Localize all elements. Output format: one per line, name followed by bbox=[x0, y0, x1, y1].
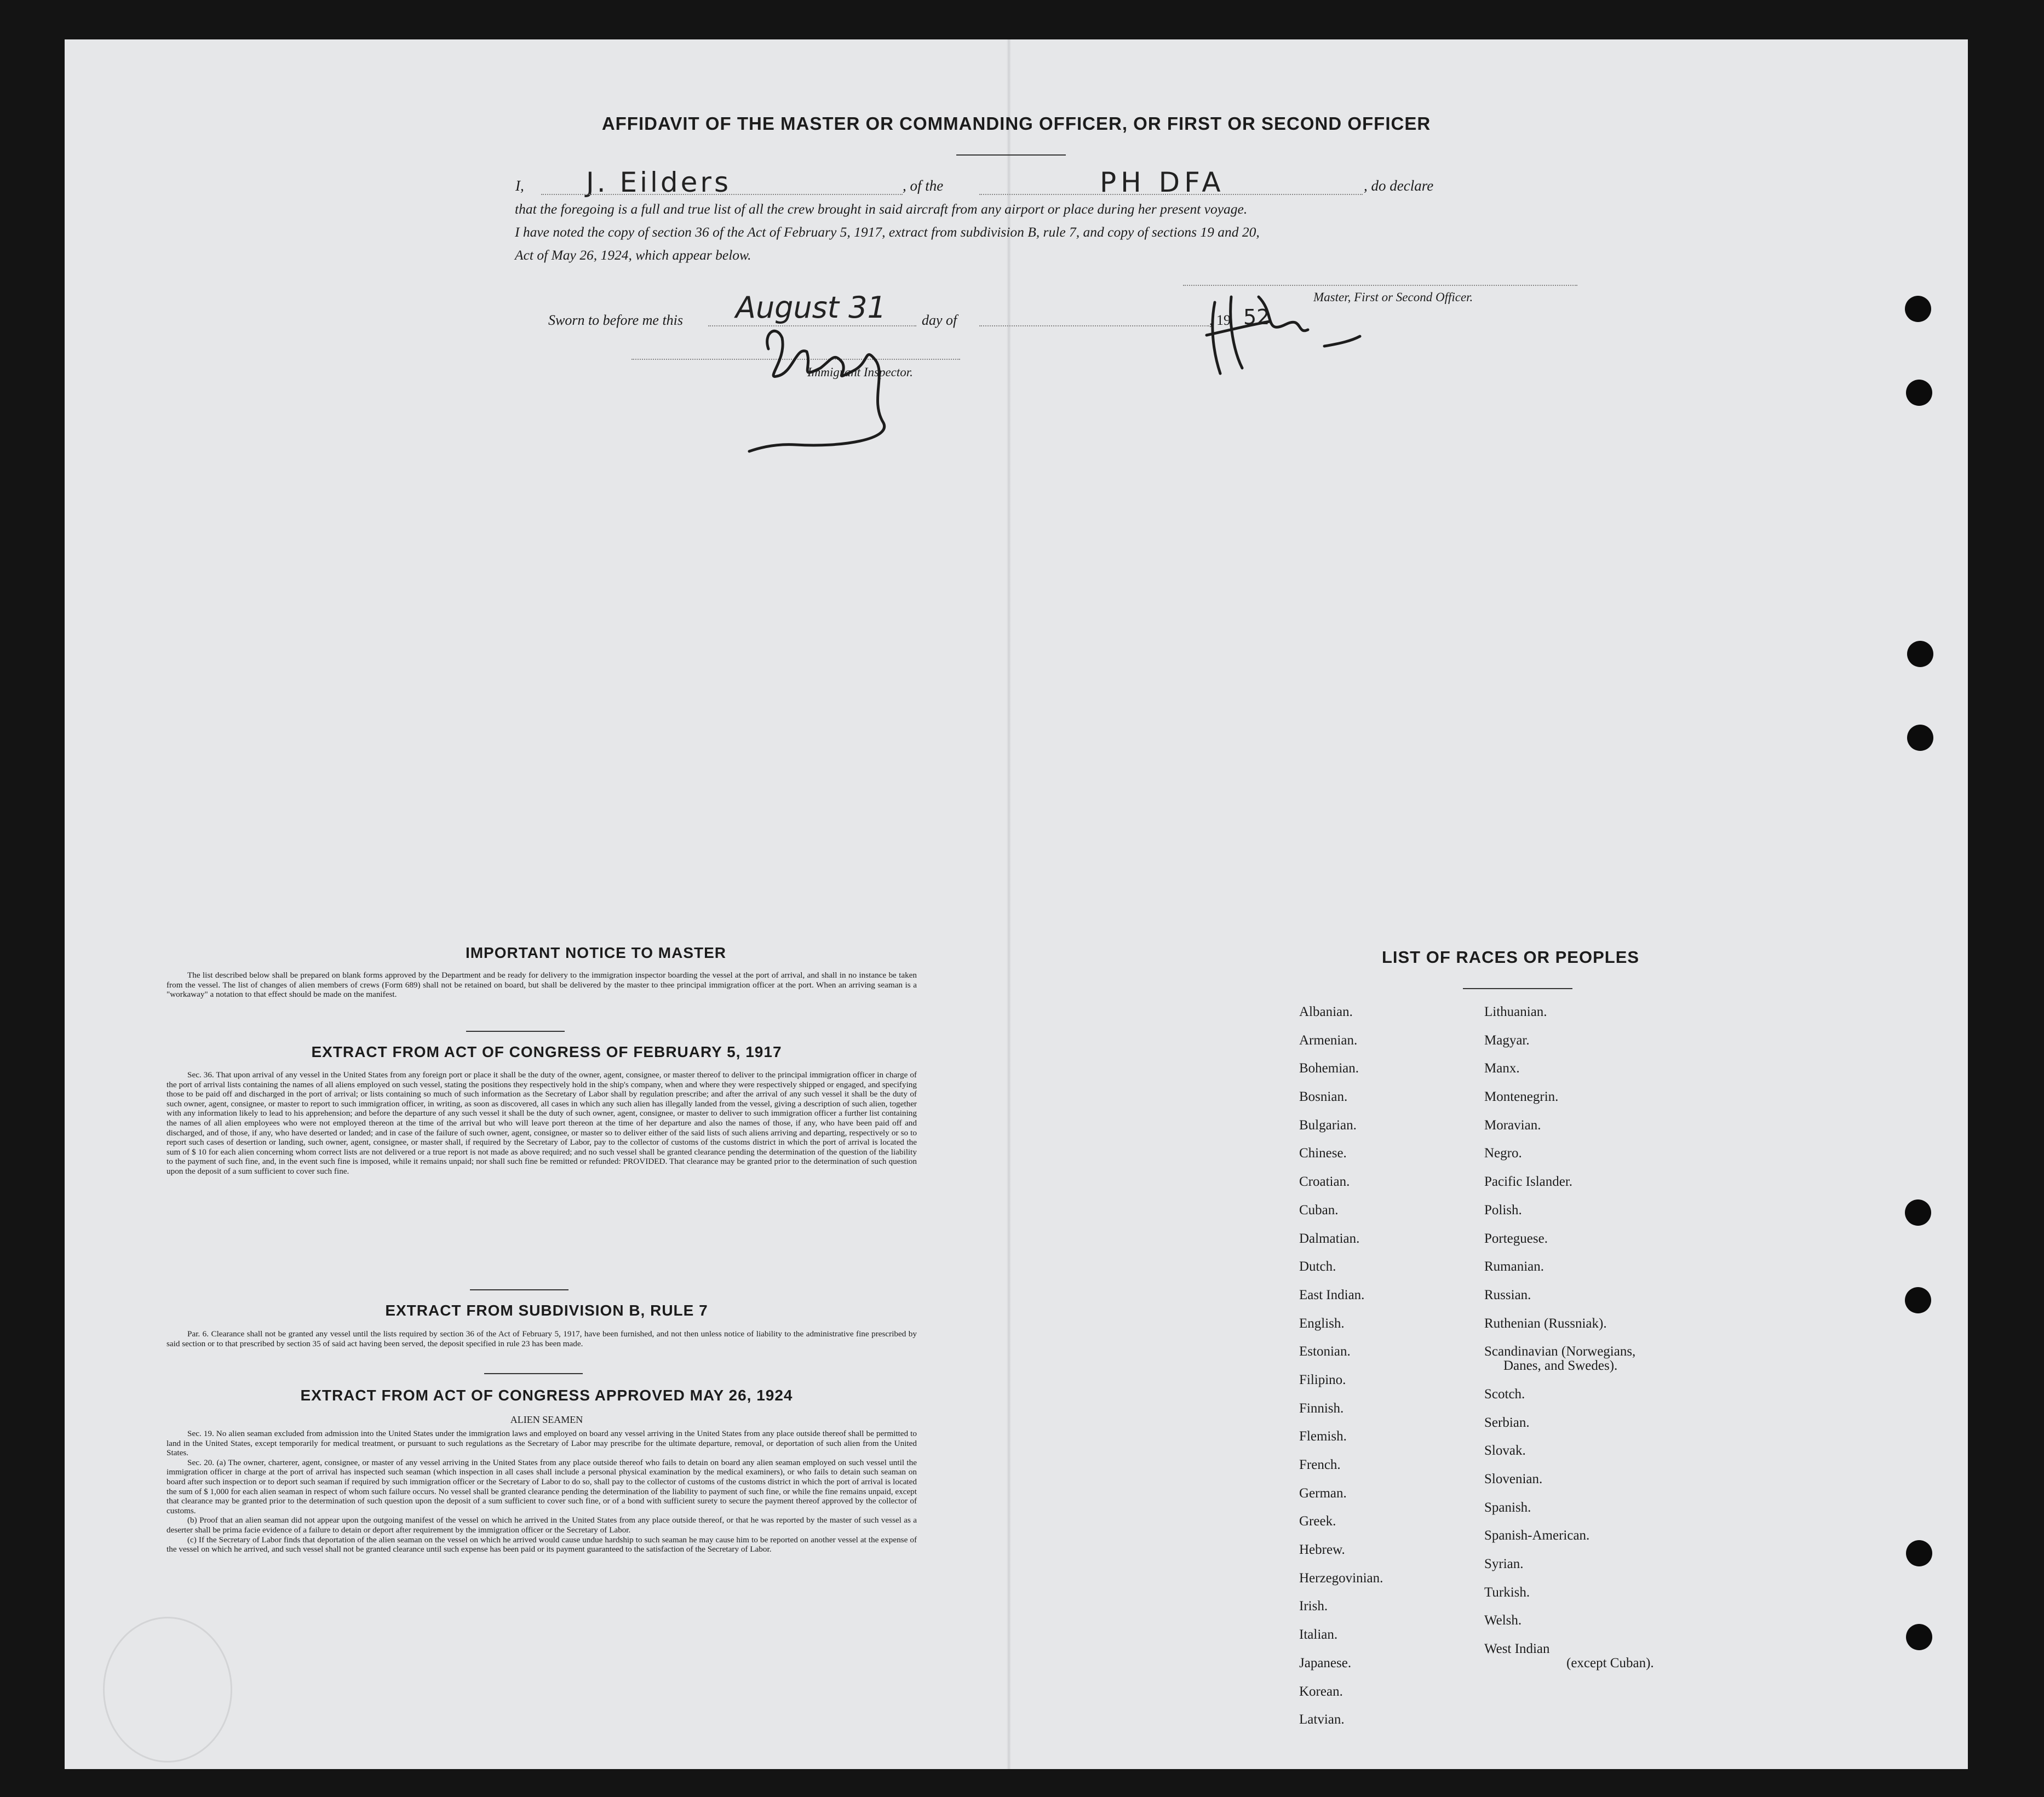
extract-rule7-text bbox=[166, 1329, 917, 1348]
punch-hole bbox=[1906, 380, 1932, 406]
punch-hole bbox=[1907, 725, 1933, 751]
handwritten-date: August 31 bbox=[736, 290, 886, 325]
handwritten-aircraft: PH DFA bbox=[1100, 167, 1225, 198]
i-label: I, bbox=[515, 177, 524, 194]
master-signature bbox=[1207, 297, 1360, 374]
race-item: Cuban. bbox=[1299, 1202, 1339, 1218]
extract-rule7-rule bbox=[484, 1373, 583, 1374]
par6-paragraph: Par. 6. Clearance shall not be granted any vessel until the lists required by section 36 of the Act of February 5, 1917, have been furnished, and not then unless notice of liability to the administrative fine prescribed by said section or to that prescribed by section 35 of said act having been served, the deposit specified in rule 23 has been made. bbox=[166, 1329, 917, 1348]
inspector-label: Immigrant Inspector. bbox=[807, 365, 913, 379]
punch-hole bbox=[1907, 641, 1933, 667]
punch-hole bbox=[1905, 1199, 1931, 1226]
extract-1917-text bbox=[166, 1070, 917, 1176]
race-item: Herzegovinian. bbox=[1299, 1570, 1383, 1586]
race-item: French. bbox=[1299, 1457, 1341, 1472]
sec20c-paragraph: (c) If the Secretary of Labor finds that deportation of the alien seaman on the vessel on which he arrived would cause undue hardship to such seaman he may cause him to be reported on another vessel at the expense of the vessel on which he arrived, and such vessel shall not be granted clearance until such expense has been paid or its payment guaranteed to the satisfaction of the Secretary of Labor. bbox=[166, 1535, 917, 1554]
race-item: Flemish. bbox=[1299, 1429, 1347, 1444]
punch-hole bbox=[1905, 1287, 1931, 1313]
races-right-column bbox=[1484, 1004, 1736, 1684]
race-item: Russian. bbox=[1484, 1287, 1531, 1302]
race-item: Bulgarian. bbox=[1299, 1117, 1357, 1133]
race-item: Scotch. bbox=[1484, 1386, 1525, 1402]
race-item-continued: Danes, and Swedes). bbox=[1503, 1358, 1618, 1374]
race-item: Japanese. bbox=[1299, 1655, 1352, 1670]
race-item: Irish. bbox=[1299, 1599, 1328, 1614]
race-item: Greek. bbox=[1299, 1514, 1336, 1529]
race-item: Spanish. bbox=[1484, 1500, 1531, 1515]
race-item-continued: (except Cuban). bbox=[1566, 1656, 1654, 1671]
declaration-line-2: I have noted the copy of section 36 of the Act of February 5, 1917, extract from subdivision B, rule 7, and copy of sections 19 and 20, bbox=[515, 224, 1260, 240]
race-item: Hebrew. bbox=[1299, 1542, 1345, 1558]
punch-hole bbox=[1906, 1540, 1932, 1566]
handwritten-signatures bbox=[65, 39, 1968, 532]
race-item: Bohemian. bbox=[1299, 1061, 1359, 1076]
race-item: Pacific Islander. bbox=[1484, 1174, 1573, 1190]
race-item: Croatian. bbox=[1299, 1174, 1350, 1190]
year-label: , 19 bbox=[1209, 312, 1231, 328]
race-item: Bosnian. bbox=[1299, 1089, 1348, 1105]
race-item: Filipino. bbox=[1299, 1372, 1346, 1387]
race-item: Chinese. bbox=[1299, 1146, 1347, 1161]
declaration-line-3: Act of May 26, 1924, which appear below. bbox=[515, 247, 751, 263]
declaration-line-1: that the foregoing is a full and true list of all the crew brought in said aircraft from any airport or place during her present voyage. bbox=[515, 201, 1248, 217]
alien-seamen-subtitle: ALIEN SEAMEN bbox=[510, 1414, 583, 1425]
embossed-seal bbox=[103, 1617, 232, 1762]
race-item: German. bbox=[1299, 1485, 1347, 1501]
race-item: Dalmatian. bbox=[1299, 1231, 1360, 1246]
sec20a-paragraph: Sec. 20. (a) The owner, charterer, agent, consignee, or master of any vessel arriving in the United States from any place outside thereof who fails to detain on board any alien seaman employed on such vessel until the immigration officer in charge at the port of arrival has inspected such seaman (which inspection in all cases shall include a personal physical examination by the medical examiners), or who fails to detain such seaman on board after such inspection or to deport such seaman if required by such immigration officer or the Secretary of Labor to do so, shall pay to the collector of customs of the customs district in which the port of arrival is located the sum of $ 1,000 for each alien seaman in respect of whom such failure occurs. No vessel shall be granted clearance pending the determination of the liability to payment of such fine, or while the fine remains unpaid, except that clearance may be granted prior to the determination of such question upon the deposit of a sum sufficient to cover such fine, or of a bond with sufficient surety to secure the payment thereof approved by the collector of customs. bbox=[166, 1457, 917, 1515]
race-item: Slovenian. bbox=[1484, 1472, 1543, 1486]
race-item: Porteguese. bbox=[1484, 1231, 1548, 1246]
race-item: English. bbox=[1299, 1316, 1345, 1331]
race-item: Spanish-American. bbox=[1484, 1528, 1590, 1543]
race-item: Welsh. bbox=[1484, 1613, 1522, 1628]
document-sheet bbox=[65, 39, 1968, 1769]
race-item: Scandinavian (Norwegians, bbox=[1484, 1344, 1636, 1359]
race-item: Latvian. bbox=[1299, 1712, 1345, 1727]
race-item: Moravian. bbox=[1484, 1117, 1541, 1133]
handwritten-name: J. Eilders bbox=[586, 167, 732, 198]
punch-hole bbox=[1906, 1624, 1932, 1650]
punch-hole bbox=[1905, 296, 1931, 322]
day-of-label: day of bbox=[922, 312, 957, 328]
race-item: East Indian. bbox=[1299, 1287, 1365, 1302]
handwritten-year: 52 bbox=[1243, 305, 1270, 329]
extract-rule7-title: EXTRACT FROM SUBDIVISION B, RULE 7 bbox=[385, 1302, 708, 1319]
sec19-paragraph: Sec. 19. No alien seaman excluded from admission into the United States under the immigration laws and employed on board any vessel arriving in the United States from any place outside thereof shall be permitted to land in the United States, except temporarily for medical treatment, or pursuant to such regulations as the Secretary of Labor may prescribe for the ultimate departure, removal, or deportation of such alien from the United States. bbox=[166, 1429, 917, 1458]
race-item: Serbian. bbox=[1484, 1415, 1530, 1430]
race-item: Ruthenian (Russniak). bbox=[1484, 1316, 1607, 1331]
notice-text bbox=[166, 971, 917, 1000]
race-item: West Indian bbox=[1484, 1641, 1550, 1657]
affidavit-title: AFFIDAVIT OF THE MASTER OR COMMANDING OFFICER, OR FIRST OR SECOND OFFICER bbox=[601, 113, 1431, 134]
sworn-label: Sworn to before me this bbox=[548, 312, 684, 328]
races-left-column bbox=[1299, 1004, 1463, 1741]
race-item: Italian. bbox=[1299, 1627, 1338, 1643]
extract-1917-title: EXTRACT FROM ACT OF CONGRESS OF FEBRUARY 5, 1917 bbox=[311, 1043, 782, 1060]
race-item: Magyar. bbox=[1484, 1032, 1530, 1048]
extract-1924-text bbox=[166, 1429, 917, 1554]
notice-rule bbox=[466, 1031, 565, 1032]
race-item: Slovak. bbox=[1484, 1443, 1526, 1459]
races-rule bbox=[1463, 988, 1572, 989]
race-item: Turkish. bbox=[1484, 1584, 1530, 1600]
of-the-label: , of the bbox=[903, 177, 944, 194]
extract-1924-title: EXTRACT FROM ACT OF CONGRESS APPROVED MAY 26, 1924 bbox=[300, 1387, 793, 1404]
extract-1917-rule bbox=[470, 1289, 569, 1290]
race-item: Rumanian. bbox=[1484, 1259, 1545, 1274]
notice-title: IMPORTANT NOTICE TO MASTER bbox=[465, 944, 727, 961]
race-item: Polish. bbox=[1484, 1202, 1522, 1218]
sec36-paragraph: Sec. 36. That upon arrival of any vessel in the United States from any foreign port or place it shall be the duty of the owner, agent, consignee, or master thereof to deliver to the principal immigration officer in charge of the port of arrival lists containing the names of all aliens employed on such vessel, stating the positions they respectively hold in the ship's company, when and where they were respectively shipped or engaged, and specifying those to be paid off and discharged in the port of arrival; or lists containing so much of such information as the Secretary of Labor shall by regulation prescribe; and after the arrival of any such vessel it shall be the duty of such owner, agent, consignee, or master to report to such immigration officer, in writing, as soon as discovered, all cases in which any such alien has illegally landed from the vessel, giving a description of such alien, together with any information likely to lead to his apprehension; and before the departure of any such vessel it shall be the duty of such owner, agent, consignee, or master to deliver to such immigration officer a further list containing the names of all alien employees who were not employed thereon at the time of the arrival but who will leave port thereon at the time of her departure and also the names of those, if any, who have been paid off and discharged, and of those, if any, who have deserted or landed; and in case of the failure of such owner, agent, consignee, or master so to deliver either of the said lists of such aliens arriving and departing, respectively or so to report such cases of desertion or landing, such owner, agent, consignee, or master shall, if required by the Secretary of Labor, pay to the collector of customs of the customs district in which the port of arrival is located the sum of $ 10 for each alien concerning whom correct lists are not delivered or a true report is not made as above required; and no such vessel shall be granted clearance pending the determination of the question of the liability to the payment of such fine, and, in the event such fine is imposed, while it remains unpaid; nor shall such fine be remitted or refunded: PROVIDED. That clearance may be granted prior to the determination of such question upon the deposit of a sum sufficient to cover such fine. bbox=[166, 1070, 917, 1176]
do-declare-label: , do declare bbox=[1364, 177, 1434, 194]
race-item: Manx. bbox=[1484, 1061, 1520, 1076]
race-item: Finnish. bbox=[1299, 1400, 1344, 1416]
race-item: Dutch. bbox=[1299, 1259, 1336, 1274]
race-item: Estonian. bbox=[1299, 1344, 1351, 1359]
race-item: Lithuanian. bbox=[1484, 1004, 1547, 1019]
notice-paragraph: The list described below shall be prepared on blank forms approved by the Department and be ready for delivery to the immigration inspector boarding the vessel at the port of arrival, and shall in no instance be taken from the vessel. The list of changes of alien members of crews (Form 689) shall not be retained on board, but shall be delivered by the master to thee principal immigration officer at the port. When an arriving seaman is a "workaway" a notation to that effect should be made on the manifest. bbox=[166, 971, 917, 1000]
race-item: Korean. bbox=[1299, 1684, 1343, 1699]
master-label: Master, First or Second Officer. bbox=[1313, 290, 1473, 304]
race-item: Montenegrin. bbox=[1484, 1089, 1559, 1105]
race-item: Armenian. bbox=[1299, 1032, 1358, 1048]
sec20b-paragraph: (b) Proof that an alien seaman did not appear upon the outgoing manifest of the vessel on which he arrived in the United States from any place outside thereof, or that he was reported by the master of such vessel as a deserter shall be prima facie evidence of a failure to detain or deport after requirement by the immigration officer or the Secretary of Labor. bbox=[166, 1515, 917, 1535]
race-item: Albanian. bbox=[1299, 1004, 1353, 1019]
inspector-signature bbox=[749, 331, 885, 451]
race-item: Syrian. bbox=[1484, 1557, 1524, 1572]
races-title: LIST OF RACES OR PEOPLES bbox=[1381, 948, 1640, 967]
race-item: Negro. bbox=[1484, 1146, 1522, 1161]
